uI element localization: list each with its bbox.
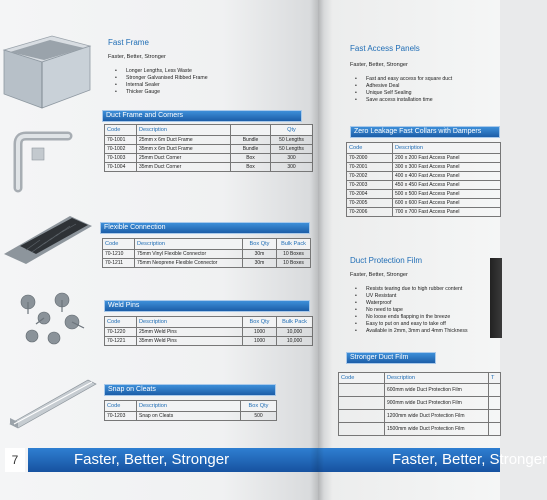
cell — [339, 410, 385, 423]
duct-film-bullets — [352, 286, 468, 335]
table-row — [347, 172, 501, 181]
weld-pins-table — [104, 316, 313, 346]
cell: 500 x 500 Fast Access Panel — [393, 190, 501, 199]
cell: 70-2003 — [347, 181, 393, 190]
cell: 75mm Neoprene Flexible Connector — [135, 259, 243, 268]
cell: 30m — [243, 259, 277, 268]
table-row — [347, 163, 501, 172]
duct-frame-header-bar: Duct Frame and Corners — [102, 110, 302, 122]
col-code: Code — [105, 317, 137, 328]
table-row — [347, 208, 501, 217]
cell: 600mm wide Duct Protection Film — [385, 384, 489, 397]
cell: Box — [231, 154, 271, 163]
table-row — [105, 328, 313, 337]
cell — [489, 410, 501, 423]
duct-film-image — [490, 258, 502, 338]
right-footer-text: Faster, Better, Stronger — [392, 451, 547, 468]
col-description: Description — [137, 317, 243, 328]
table-row — [105, 145, 313, 154]
weld-pins-image — [14, 292, 94, 348]
col-code: Code — [105, 125, 137, 136]
cell: 400 x 400 Fast Access Panel — [393, 172, 501, 181]
cell: 25mm Duct Corner — [137, 154, 231, 163]
col-bulk-pack: Bulk Pack — [277, 239, 311, 250]
right-page — [318, 0, 547, 500]
table-row — [339, 397, 501, 410]
list-item: • Available in 2mm, 3mm and 4mm Thickness — [352, 328, 468, 335]
list-item: • UV Resistant — [352, 293, 468, 300]
fast-frame-title: Fast Frame — [108, 38, 149, 47]
fast-access-title: Fast Access Panels — [350, 44, 420, 53]
snap-cleat-image — [4, 372, 100, 432]
cell: 70-2000 — [347, 154, 393, 163]
cell: 70-2006 — [347, 208, 393, 217]
cell: 500 — [241, 412, 277, 421]
cell: 35mm Duct Corner — [137, 163, 231, 172]
fast-access-tagline: Faster, Better, Stronger — [350, 62, 408, 68]
cell: 450 x 450 Fast Access Panel — [393, 181, 501, 190]
col-box-qty: Box Qty — [243, 239, 277, 250]
cell: 300 — [271, 163, 313, 172]
table-row — [105, 412, 277, 421]
table-header-row — [103, 239, 311, 250]
col-code: Code — [347, 143, 393, 154]
stronger-film-table — [338, 372, 501, 436]
duct-film-title: Duct Protection Film — [350, 256, 423, 265]
cell: 70-2005 — [347, 199, 393, 208]
table-header-row — [105, 401, 277, 412]
table-header-row — [105, 317, 313, 328]
col-code: Code — [103, 239, 135, 250]
fast-frame-tagline: Faster, Better, Stronger — [108, 54, 166, 60]
cell: 300 — [271, 154, 313, 163]
cell: 70-1221 — [105, 337, 137, 346]
list-item: • Longer Lengths, Less Waste — [112, 68, 208, 75]
table-header-row — [339, 373, 501, 384]
snap-cleats-table — [104, 400, 277, 421]
cell: 70-1001 — [105, 136, 137, 145]
list-item: • Save access installation time — [352, 97, 452, 104]
left-footer-text: Faster, Better, Stronger — [74, 451, 230, 468]
cell: 75mm Vinyl Flexible Connector — [135, 250, 243, 259]
duct-frame-image — [0, 28, 95, 113]
table-header-row — [105, 125, 313, 136]
zero-leakage-header-bar: Zero Leakage Fast Collars with Dampers — [350, 126, 500, 138]
cell: 300 x 300 Fast Access Panel — [393, 163, 501, 172]
cell: 70-1003 — [105, 154, 137, 163]
cell: 70-2001 — [347, 163, 393, 172]
table-row — [339, 384, 501, 397]
cell — [339, 423, 385, 436]
cell: 70-1211 — [103, 259, 135, 268]
cell: 1200mm wide Duct Protection Film — [385, 410, 489, 423]
col-bulk-pack: Bulk Pack — [277, 317, 313, 328]
cell: 25mm Weld Pins — [137, 328, 243, 337]
duct-corner-image — [10, 128, 80, 198]
cell: 50 Lengths — [271, 136, 313, 145]
table-row — [103, 259, 311, 268]
col-qty: Qty — [271, 125, 313, 136]
cell: 1000 — [243, 328, 277, 337]
stronger-film-header-bar: Stronger Duct Film — [346, 352, 436, 364]
col-description: Description — [137, 401, 241, 412]
flexible-connection-header-bar: Flexible Connection — [100, 222, 310, 234]
table-row — [339, 423, 501, 436]
col-description: Description — [393, 143, 501, 154]
cell: 70-1203 — [105, 412, 137, 421]
cell: 30m — [243, 250, 277, 259]
cell — [489, 384, 501, 397]
cell: 70-2004 — [347, 190, 393, 199]
page-gutter — [310, 0, 324, 500]
flexible-connector-image — [0, 210, 95, 270]
cell: Bundle — [231, 145, 271, 154]
snap-cleats-header-bar: Snap on Cleats — [104, 384, 276, 396]
cell: 600 x 600 Fast Access Panel — [393, 199, 501, 208]
col-description: Description — [137, 125, 231, 136]
cell: 900mm wide Duct Protection Film — [385, 397, 489, 410]
cell: 70-1220 — [105, 328, 137, 337]
fast-access-bullets — [352, 76, 452, 104]
cell: 200 x 200 Fast Access Panel — [393, 154, 501, 163]
fast-frame-bullets — [112, 68, 208, 96]
table-row — [347, 154, 501, 163]
cell: 10,000 — [277, 337, 313, 346]
cell: Snap on Cleats — [137, 412, 241, 421]
cell: 70-1002 — [105, 145, 137, 154]
list-item: • Unique Self Sealing — [352, 90, 452, 97]
cell: Bundle — [231, 136, 271, 145]
cell: 10,000 — [277, 328, 313, 337]
list-item: • Stronger Galvanised Ribbed Frame — [112, 75, 208, 82]
cell: 35mm Weld Pins — [137, 337, 243, 346]
cell: 35mm x 6m Duct Frame — [137, 145, 231, 154]
list-item: • Internal Sealer — [112, 82, 208, 89]
col-unit — [231, 125, 271, 136]
table-row — [347, 181, 501, 190]
cell: 1000 — [243, 337, 277, 346]
col-description: Description — [135, 239, 243, 250]
list-item: • Thicker Gauge — [112, 89, 208, 96]
cell — [339, 384, 385, 397]
table-row — [339, 410, 501, 423]
cell: 70-1210 — [103, 250, 135, 259]
cell: 1500mm wide Duct Protection Film — [385, 423, 489, 436]
cell — [489, 423, 501, 436]
cell: 25mm x 6m Duct Frame — [137, 136, 231, 145]
list-item: • No loose ends flapping in the breeze — [352, 314, 468, 321]
list-item: • No need to tape — [352, 307, 468, 314]
table-row — [347, 190, 501, 199]
right-footer-banner — [318, 448, 547, 472]
list-item: • Adhesive Deal — [352, 83, 452, 90]
cell: 50 Lengths — [271, 145, 313, 154]
duct-film-tagline: Faster, Better, Stronger — [350, 272, 408, 278]
table-row — [105, 163, 313, 172]
cell: 700 x 700 Fast Access Panel — [393, 208, 501, 217]
flexible-connection-table — [102, 238, 311, 268]
duct-frame-table — [104, 124, 313, 172]
cell: 10 Boxes — [277, 250, 311, 259]
table-row — [347, 199, 501, 208]
list-item: • Resists tearing due to high rubber content — [352, 286, 468, 293]
cell: 70-1004 — [105, 163, 137, 172]
cell: 10 Boxes — [277, 259, 311, 268]
list-item: • Fast and easy access for square duct — [352, 76, 452, 83]
table-row — [103, 250, 311, 259]
zero-leakage-table — [346, 142, 501, 217]
list-item: • Waterproof — [352, 300, 468, 307]
table-header-row — [347, 143, 501, 154]
col-code: Code — [339, 373, 385, 384]
cell — [489, 397, 501, 410]
table-row — [105, 337, 313, 346]
table-row — [105, 154, 313, 163]
cell — [339, 397, 385, 410]
table-row — [105, 136, 313, 145]
cell: 70-2002 — [347, 172, 393, 181]
cell: Box — [231, 163, 271, 172]
col-truncated: T — [489, 373, 501, 384]
col-box-qty: Box Qty — [241, 401, 277, 412]
weld-pins-header-bar: Weld Pins — [104, 300, 310, 312]
left-footer-banner — [28, 448, 318, 472]
col-description: Description — [385, 373, 489, 384]
col-code: Code — [105, 401, 137, 412]
col-box-qty: Box Qty — [243, 317, 277, 328]
list-item: • Easy to put on and easy to take off — [352, 321, 468, 328]
page-number: 7 — [5, 448, 25, 472]
